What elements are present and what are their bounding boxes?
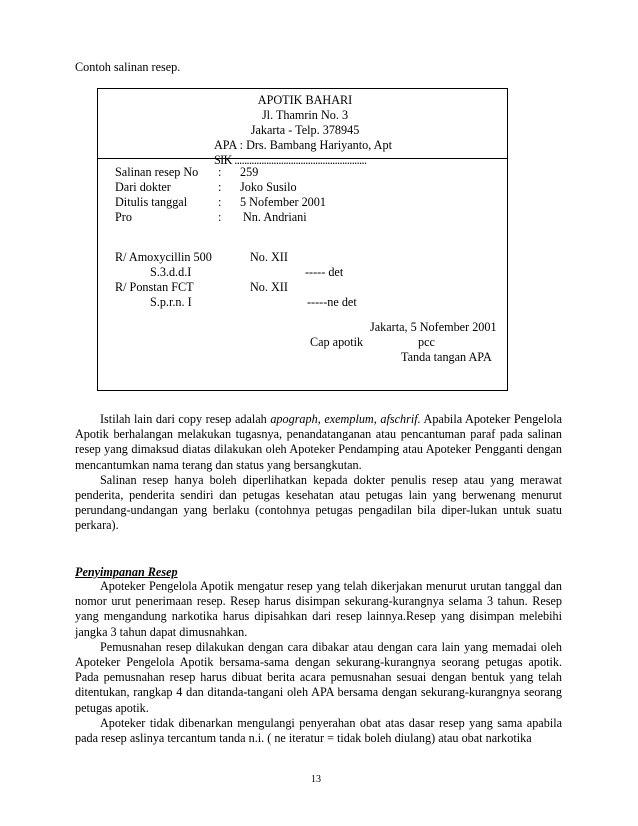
apotik-address: Jl. Thamrin No. 3 <box>261 108 349 122</box>
intro-text: Contoh salinan resep. <box>75 60 181 74</box>
section-heading: Penyimpanan Resep <box>75 565 178 579</box>
field-sep: : <box>218 180 222 194</box>
field-value-dokter: Joko Susilo <box>240 180 297 194</box>
section-body <box>75 579 562 746</box>
paragraph-destruction: Pemusnahan resep dilakukan dengan cara dibakar atau dengan cara lain yang memadai oleh Apoteker Pengelola Apotik bersama-sama dengan sekurang-kurangnya seorang petugas apotik. Pada pemusnahan resep harus dibuat berita acara pemusnahan sesuai dengan bentuk yang telah ditentukan, rangkap 4 dan ditanda-tangani oleh APA bersama dengan sekurang-kurangnya seorang petugas apotik. <box>75 639 562 715</box>
paragraph-copy-access: Salinan resep hanya boleh diperlihatkan kepada dokter penulis resep atau yang merawat penderita, penderita sendiri dan petugas kesehatan atau petugas lain yang berwenang menurut perundang-undangan yang berlaku (contohnya petugas pengadilan bila diper-lukan untuk suatu perkara). <box>75 472 562 533</box>
cap-apotik: Cap apotik <box>310 335 364 349</box>
sik-line: SIK ...................................................... <box>214 153 367 167</box>
apa-line: APA : Drs. Bambang Hariyanto, Apt <box>214 138 392 152</box>
rx-drug-2: R/ Ponstan FCT <box>115 280 194 294</box>
rx-sig-1: S.3.d.d.I <box>150 265 192 279</box>
field-label-tanggal: Ditulis tanggal <box>115 195 188 209</box>
signature-label: Tanda tangan APA <box>401 350 492 364</box>
apotik-city-phone: Jakarta - Telp. 378945 <box>250 123 360 137</box>
paragraph-storage: Apoteker Pengelola Apotik mengatur resep yang telah dikerjakan menurut urutan tanggal dan nomor urut penerimaan resep. Resep harus disimpan sekurang-kurangnya selama 3 tahun. Resep yang mengandung narkotika harus dipisahkan dari resep lainnya.Resep yang disimpan melebihi jangka 3 tahun dapat dimusnahkan. <box>75 579 562 639</box>
rx-qty-1: No. XII <box>250 250 288 264</box>
field-label-dokter: Dari dokter <box>115 180 171 194</box>
pcc-label: pcc <box>418 335 435 349</box>
apotik-name: APOTIK BAHARI <box>257 93 353 107</box>
page-number: 13 <box>311 774 321 785</box>
rx-drug-1: R/ Amoxycillin 500 <box>115 250 212 264</box>
field-sep: : <box>218 165 222 179</box>
field-sep: : <box>218 210 222 224</box>
rx-note-1: ----- det <box>305 265 344 279</box>
field-label-salinan: Salinan resep No <box>115 165 199 179</box>
field-value-pro: Nn. Andriani <box>243 210 307 224</box>
field-label-pro: Pro <box>115 210 132 224</box>
paragraph-repeat: Apoteker tidak dibenarkan mengulangi penyerahan obat atas dasar resep yang sama apabila pada resep aslinya tercantum tanda n.i. ( ne iteratur = tidak boleh diulang) atau obat narkotika <box>75 715 562 746</box>
rx-qty-2: No. XII <box>250 280 288 294</box>
field-value-salinan: 259 <box>240 165 259 179</box>
rx-sig-2: S.p.r.n. I <box>150 295 192 309</box>
field-value-tanggal: 5 Nofember 2001 <box>240 195 326 209</box>
copy-date: Jakarta, 5 Nofember 2001 <box>370 320 497 334</box>
paragraph-copy-terms: Istilah lain dari copy resep adalah apograph, exemplum, afschrif. Apabila Apoteker Pengelola Apotik berhalangan melakukan tugasnya, penandatanganan atau pencantuman paraf pada salinan resep yang dimaksud diatas dilakukan oleh Apoteker Pendamping atau Apoteker Pengganti dengan mencantumkan nama terang dan status yang bersangkutan. Salinan resep hanya boleh diperlihatkan kepada dokter penulis resep atau yang merawat penderita, penderita sendiri dan petugas kesehatan atau petugas lain yang berwenang menurut perundang-undangan yang berlaku (contohnya petugas pengadilan bila diper-lukan untuk suatu perkara). <box>75 412 562 533</box>
field-sep: : <box>218 195 222 209</box>
rx-note-2: -----ne det <box>307 295 357 309</box>
